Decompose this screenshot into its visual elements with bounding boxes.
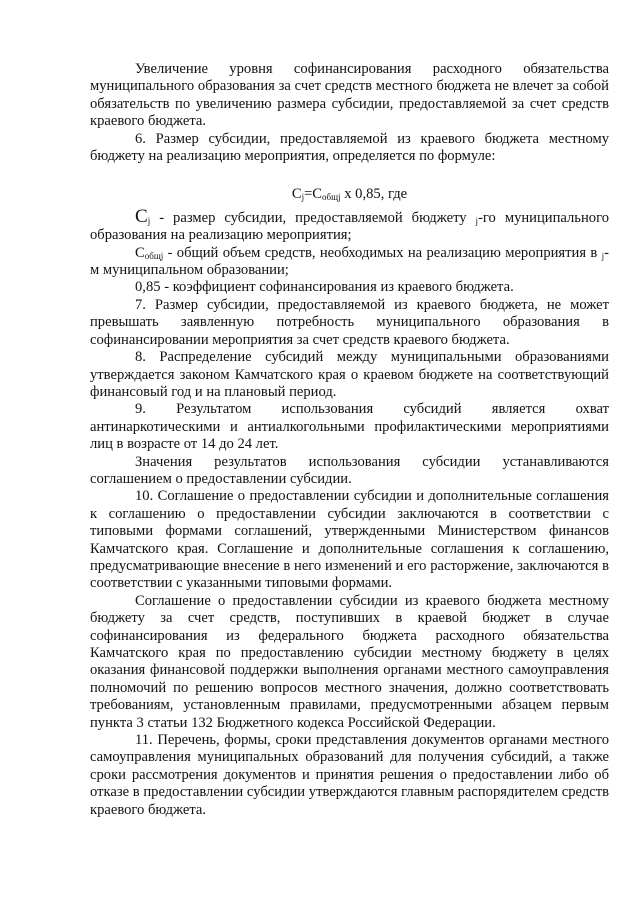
- formula-sub-total: общj: [322, 192, 341, 203]
- paragraph-7: 7. Размер субсидии, предоставляемой из краевого бюджета, не может превышать заявленную потребность муниципального образования в софинансировании мероприятия за счет средств краевого бюджета.: [90, 296, 609, 348]
- paragraph-cofinancing-increase: Увеличение уровня софинансирования расходного обязательства муниципального образования за счет средств местного бюджета не влечет за собой обязательств по увеличению размера субсидии, предоставляемой за счет средств краевого бюджета.: [90, 61, 609, 130]
- formula-equals: =С: [304, 186, 323, 203]
- definition-cj-text-a: - размер субсидии, предоставляемой бюджету: [150, 209, 476, 226]
- formula-sub-j: j: [301, 192, 305, 203]
- document-body: [90, 61, 609, 819]
- definition-ctotal-j: j: [601, 250, 605, 261]
- formula-rest: х 0,85, где: [340, 186, 408, 203]
- definition-cj-j: j: [475, 215, 479, 226]
- definition-coefficient: 0,85 - коэффициент софинансирования из краевого бюджета.: [135, 279, 514, 296]
- paragraph-10: 10. Соглашение о предоставлении субсидии и дополнительные соглашения к соглашению о предоставлении субсидии заключаются в соответствии с типовыми формами соглашений, утвержденными Министерством финансов Камчатского края. Соглашение и дополнительные соглашения к соглашению, предусматривающие внесение в него изменений и его расторжение, заключаются в соответствии с указанными типовыми формами.: [90, 488, 609, 592]
- definition-cj-text-b: -го муниципального образования на реализацию мероприятия;: [90, 209, 609, 244]
- definition-cj-sub: j: [147, 215, 151, 226]
- definition-ctotal-text-b: -м муниципальном образовании;: [90, 244, 609, 279]
- definition-ctotal-text-a: - общий объем средств, необходимых на реализацию мероприятия в: [163, 244, 602, 261]
- formula-symbol-c: С: [291, 186, 302, 203]
- paragraph-10-agreement: Соглашение о предоставлении субсидии из краевого бюджета местному бюджету за счет средств, поступивших в краевой бюджет в случае софинансирования из федерального бюджета расходного обязательства Камчатского края по предоставлению субсидии местному бюджету в целях оказания финансовой поддержки выполнения органами местного самоуправления полномочий по решению вопросов местного значения, должно соответствовать требованиям, установленным правилами, предусмотренными абзацем первым пункта 3 статьи 132 Бюджетного кодекса Российской Федерации.: [90, 592, 609, 731]
- paragraph-6: 6. Размер субсидии, предоставляемой из краевого бюджета местному бюджету на реализацию мероприятия, определяется по формуле:: [90, 130, 609, 165]
- definition-ctotal: [90, 245, 609, 280]
- paragraph-8: 8. Распределение субсидий между муниципальными образованиями утверждается законом Камчатского края о краевом бюджете на соответствующий финансовый год и на плановый период.: [90, 349, 609, 400]
- paragraph-9-results: Значения результатов использования субсидии устанавливаются соглашением о предоставлении субсидии.: [90, 453, 609, 487]
- definition-ctotal-symbol: С: [135, 244, 145, 261]
- definition-cj: [90, 205, 609, 245]
- definition-cj-symbol: С: [135, 205, 148, 227]
- paragraph-11: 11. Перечень, формы, сроки представления документов органами местного самоуправления муниципальных образований для получения субсидий, а также сроки рассмотрения документов и принятия решения о предоставлении либо об отказе в предоставлении субсидии утверждаются главным распорядителем средств краевого бюджета.: [90, 732, 609, 818]
- subsidy-formula: [90, 186, 609, 203]
- paragraph-9: 9. Результатом использования субсидий является охват антинаркотическими и антиалкогольными профилактическими мероприятиями лиц в возрасте от 14 до 24 лет.: [90, 401, 609, 453]
- definition-ctotal-sub: общj: [144, 250, 164, 261]
